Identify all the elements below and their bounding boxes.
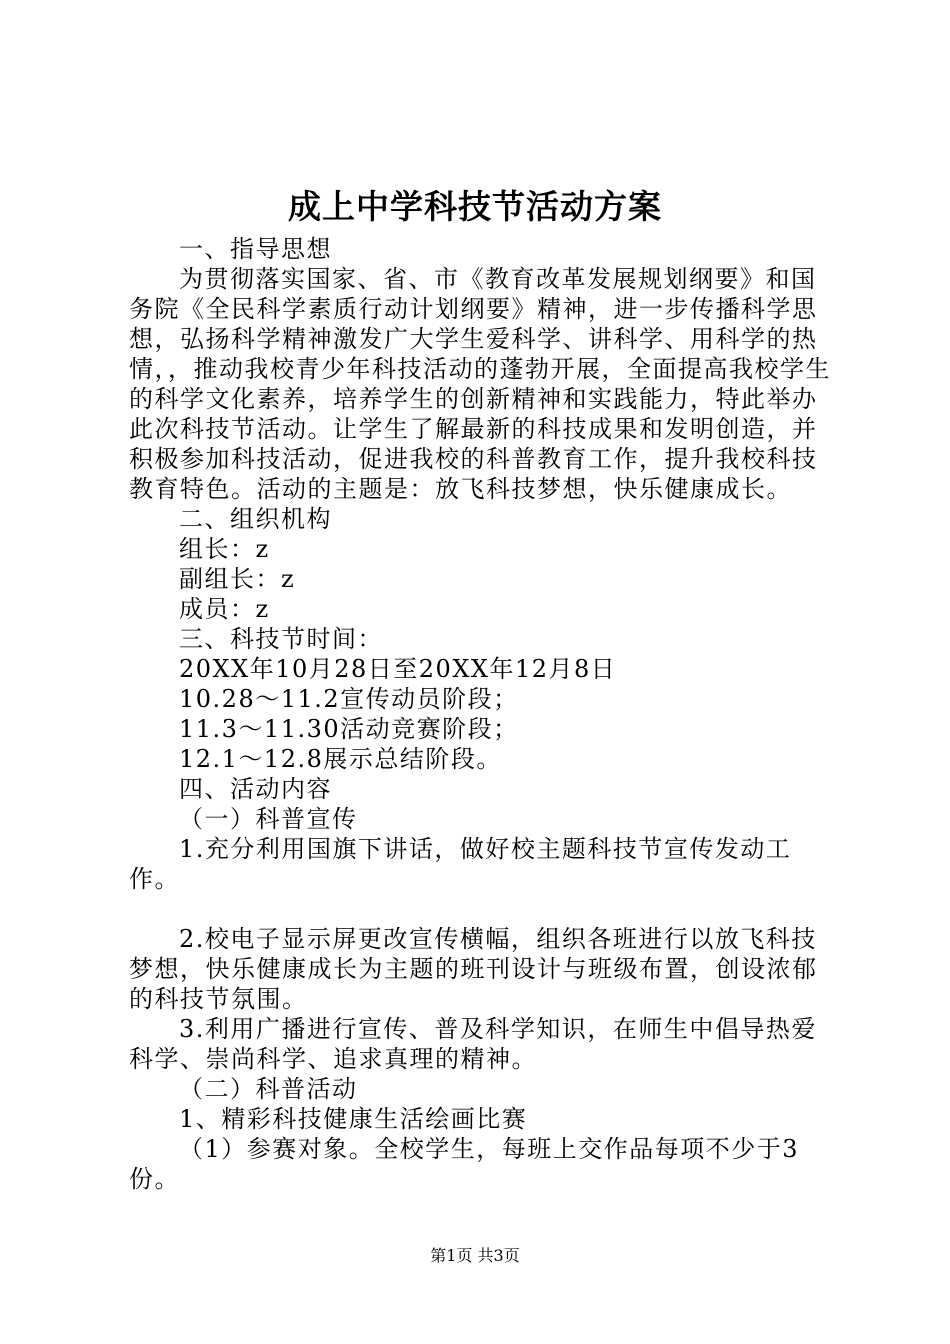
page-footer: 第1页 共3页 <box>430 1246 520 1265</box>
paragraph: 11.3～11.30活动竞赛阶段； <box>179 715 519 743</box>
paragraph: 副组长：z <box>179 565 296 593</box>
paragraph: 1、精彩科技健康生活绘画比赛 <box>179 1105 528 1133</box>
paragraph: 1.充分利用国旗下讲话，做好校主题科技节宣传发动工作。 <box>129 835 792 893</box>
paragraph: 20XX年10月28日至20XX年12月8日 <box>179 655 617 683</box>
paragraph: 3.利用广播进行宣传、普及科学知识，在师生中倡导热爱科学、崇尚科学、追求真理的精神。 <box>129 1015 817 1073</box>
paragraph: 四、活动内容 <box>179 775 332 803</box>
paragraph: 组长：z <box>179 535 270 563</box>
paragraph: （1）参赛对象。全校学生，每班上交作品每项不少于3份。 <box>129 1135 800 1193</box>
document-body <box>129 234 834 1194</box>
paragraph: （二）科普活动 <box>179 1075 358 1103</box>
paragraph: 12.1～12.8展示总结阶段。 <box>179 745 502 773</box>
paragraph: 一、指导思想 <box>179 235 332 263</box>
paragraph: 2.校电子显示屏更改宣传横幅，组织各班进行以放飞科技梦想，快乐健康成长为主题的班刊设计与班级布置，创设浓郁的科技节氛围。 <box>129 925 818 1013</box>
document-title: 成上中学科技节活动方案 <box>288 187 662 226</box>
paragraph: 为贯彻落实国家、省、市《教育改革发展规划纲要》和国务院《全民科学素质行动计划纲要》精神，进一步传播科学思想，弘扬科学精神激发广大学生爱科学、讲科学、用科学的热情，，推动我校青少年科技活动的蓬勃开展，全面提高我校学生的科学文化素养，培养学生的创新精神和实践能力，特此举办此次科技节活动。让学生了解最新的科技成果和发明创造，并积极参加科技活动，促进我校的科普教育工作，提升我校科技教育特色。活动的主题是：放飞科技梦想，快乐健康成长。 <box>129 265 831 503</box>
paragraph: 10.28～11.2宣传动员阶段； <box>179 685 519 713</box>
paragraph: 三、科技节时间： <box>179 625 383 653</box>
paragraph: （一）科普宣传 <box>179 805 358 833</box>
blank-line <box>129 894 834 924</box>
paragraph: 二、组织机构 <box>179 505 332 533</box>
paragraph: 成员：z <box>179 595 270 623</box>
